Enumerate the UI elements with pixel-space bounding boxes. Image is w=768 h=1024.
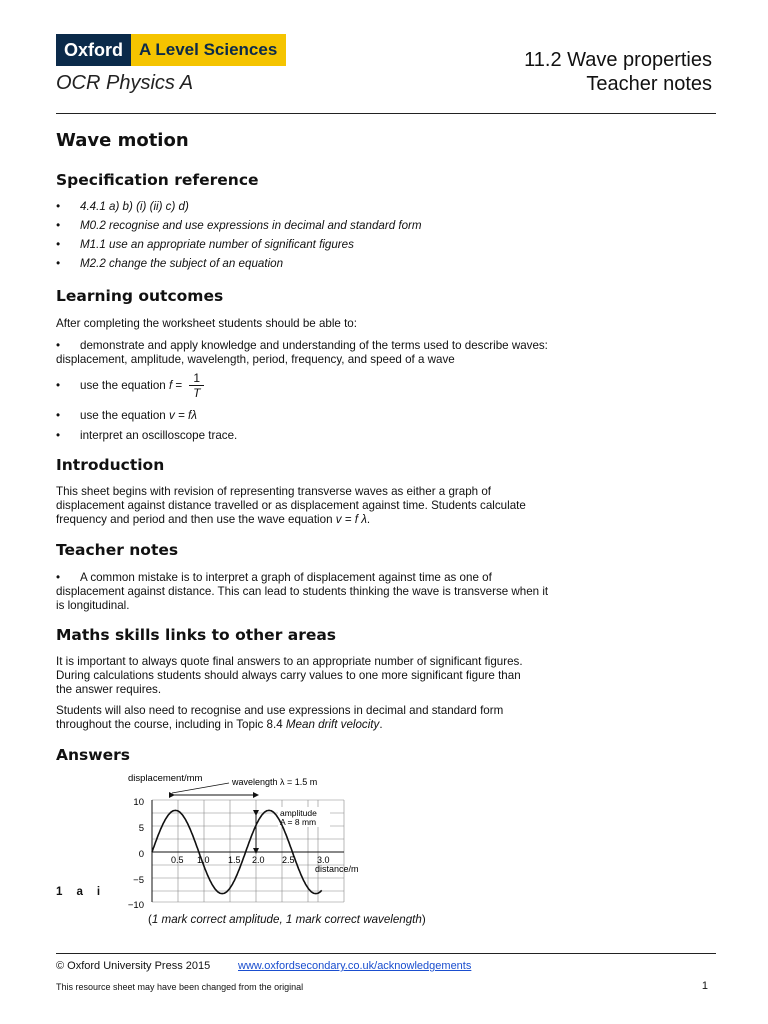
maths-line: throughout the course, including in Topic 8.4 Mean drift velocity. [56,718,383,731]
maths-line: During calculations students should always carry values to one more significant figure than [56,669,521,682]
amplitude-value: A = 8 mm [280,817,317,827]
learning-item: • interpret an oscilloscope trace. [56,429,238,442]
wavelength-label: wavelength λ = 1.5 m [232,777,318,787]
y-axis-label: displacement/mm [128,773,203,784]
learning-item-cont: displacement, amplitude, wavelength, period, frequency, and speed of a wave [56,353,455,366]
spec-item: • M2.2 change the subject of an equation [56,257,284,270]
x-tick: 1.5 [228,855,241,865]
maths-line: the answer requires. [56,683,162,696]
x-tick: 2.0 [252,855,265,865]
maths-line: It is important to always quote final answers to an appropriate number of significant figures. [56,655,523,668]
teacher-line: displacement against distance. This can lead to students thinking the wave is transverse when it [56,585,549,598]
brand-series: A Level Sciences [131,34,286,66]
x-tick: 2.5 [282,855,295,865]
learning-intro: After completing the worksheet students should be able to: [56,317,357,330]
teacher-heading: Teacher notes [56,541,179,559]
y-tick: −5 [133,875,144,886]
footer-note: This resource sheet may have been changed from the original [56,982,304,992]
question-label: 1 a i [56,885,101,898]
teacher-item: • A common mistake is to interpret a graph of displacement against time as one of [56,571,492,584]
learning-item: • use the equation v = fλ [56,409,197,422]
intro-heading: Introduction [56,456,165,474]
page-number: 1 [701,980,708,992]
learning-item: • demonstrate and apply knowledge and understanding of the terms used to describe waves: [56,339,548,352]
y-ticks [128,797,144,910]
learning-item: • use the equation f = $\frac{1}{T}$ [56,372,204,400]
mark-scheme: (1 mark correct amplitude, 1 mark correct wavelength) [148,913,426,926]
y-tick: 5 [138,823,144,834]
x-tick: 3.0 [317,855,330,865]
y-tick: 10 [133,797,144,808]
maths-line: Students will also need to recognise and use expressions in decimal and standard form [56,704,504,717]
spec-item: • 4.4.1 a) b) (i) (ii) c) d) [56,200,189,213]
acknowledgements-link[interactable]: www.oxfordsecondary.co.uk/acknowledgements [238,960,472,972]
answers-heading: Answers [56,746,130,764]
x-ticks [171,855,330,865]
y-tick: −10 [127,900,144,910]
y-tick: 0 [138,849,144,860]
wavelength-leader [172,783,229,793]
x-axis-label: distance/m [315,864,359,874]
intro-line: This sheet begins with revision of representing transverse waves as either a graph of [56,485,491,498]
section-title: 11.2 Wave properties [524,49,712,71]
brand-oxford: Oxford [56,34,131,66]
teacher-line: is longitudinal. [56,599,130,612]
x-tick: 0.5 [171,855,184,865]
amplitude-label: amplitude [280,808,317,818]
copyright: © Oxford University Press 2015 [56,960,211,972]
footer-divider [56,953,716,954]
spec-heading: Specification reference [56,171,259,189]
brand-logo [56,34,286,66]
header-divider [56,113,716,114]
fraction: $\frac{1}{T}$ [189,372,204,400]
x-tick: 1.0 [197,855,210,865]
spec-item: • M0.2 recognise and use expressions in decimal and standard form [56,219,422,232]
maths-heading: Maths skills links to other areas [56,626,337,644]
wave-graph [122,770,372,910]
page-title: Wave motion [56,130,189,151]
header-right [524,48,712,96]
doc-type: Teacher notes [586,73,712,95]
intro-line: displacement against distance travelled or as displacement against time. Students calculate [56,499,526,512]
learning-heading: Learning outcomes [56,287,224,305]
subject-title: OCR Physics A [56,72,194,94]
intro-line: frequency and period and then use the wave equation v = f λ. [56,513,371,526]
spec-item: • M1.1 use an appropriate number of significant figures [56,238,354,251]
